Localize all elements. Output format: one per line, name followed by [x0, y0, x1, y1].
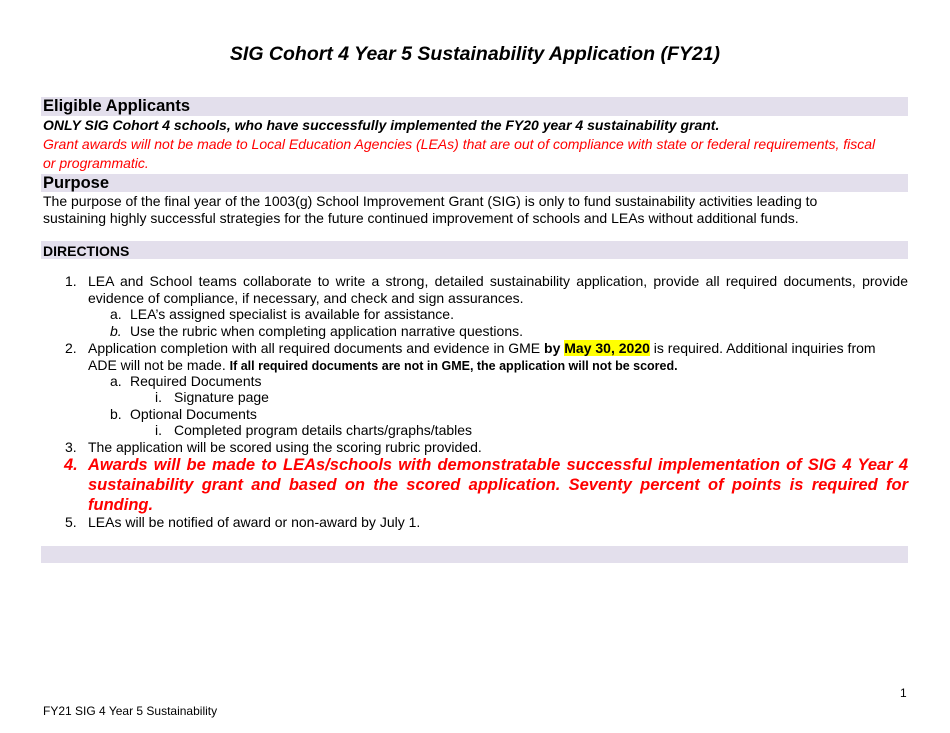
- heading-eligible-applicants: Eligible Applicants: [43, 97, 190, 115]
- item-text: The application will be scored using the scoring rubric provided.: [88, 439, 482, 455]
- item-number: 4.: [64, 456, 78, 474]
- item-text-line2: evidence of compliance, if necessary, and check and sign assurances.: [88, 290, 524, 306]
- award-criteria-line1: Awards will be made to LEAs/schools with demonstratable successful implementation of SIG 4 Year 4: [88, 456, 908, 474]
- purpose-text-line2: sustaining highly successful strategies for the future continued improvement of schools and LEAs without additional funds.: [43, 210, 799, 226]
- document-title: SIG Cohort 4 Year 5 Sustainability Application (FY21): [229, 43, 721, 65]
- page-number: 1: [900, 686, 907, 700]
- section-bar-empty: [41, 546, 908, 563]
- subsubitem-marker: i.: [155, 422, 162, 438]
- deadline-date-highlight: May 30, 2020: [564, 340, 650, 356]
- subitem-marker: b.: [110, 323, 122, 339]
- award-criteria-line2: sustainability grant and based on the scored application. Seventy percent of points is required for: [88, 476, 908, 494]
- subitem-text: LEA’s assigned specialist is available for assistance.: [130, 306, 454, 322]
- heading-directions: DIRECTIONS: [43, 243, 130, 259]
- footer-text: FY21 SIG 4 Year 5 Sustainability: [43, 704, 218, 718]
- purpose-text-line1: The purpose of the final year of the 1003(g) School Improvement Grant (SIG) is only to fund sustainability activities leading to: [43, 193, 818, 209]
- subitem-text: Optional Documents: [130, 406, 257, 422]
- item-number: 3.: [65, 439, 77, 455]
- section-bar-purpose: [41, 174, 908, 192]
- subitem-text: Use the rubric when completing application narrative questions.: [130, 323, 523, 339]
- item-text: ADE will not be made.: [88, 357, 230, 373]
- subsubitem-text: Signature page: [174, 389, 269, 405]
- item-text-line1: LEA and School teams collaborate to write a strong, detailed sustainability application, provide all required documents, provide: [88, 273, 908, 289]
- item-number: 2.: [65, 340, 77, 356]
- section-bar-directions: [41, 241, 908, 259]
- award-criteria-line3: funding.: [88, 496, 154, 514]
- eligible-compliance-note: Grant awards will not be made to Local Education Agencies (LEAs) that are out of compliance with state or federal requirements, fiscal: [43, 136, 876, 152]
- subitem-marker: a.: [110, 306, 122, 322]
- subitem-marker: a.: [110, 373, 122, 389]
- item-text: LEAs will be notified of award or non-award by July 1.: [88, 514, 421, 530]
- deadline-prefix: by: [544, 340, 565, 356]
- subitem-text: Required Documents: [130, 373, 262, 389]
- eligible-requirement: ONLY SIG Cohort 4 schools, who have successfully implemented the FY20 year 4 sustainability grant.: [43, 117, 720, 133]
- subitem-marker: b.: [110, 406, 122, 422]
- item-text-line1: [88, 340, 876, 357]
- item-number: 5.: [65, 514, 77, 530]
- item-text: is required. Additional inquiries from: [649, 340, 876, 356]
- subsubitem-text: Completed program details charts/graphs/tables: [174, 422, 473, 438]
- subsubitem-marker: i.: [155, 389, 162, 405]
- heading-purpose: Purpose: [43, 174, 110, 192]
- item-number: 1.: [65, 273, 77, 289]
- scoring-warning: If all required documents are not in GME, the application will not be scored.: [229, 359, 678, 373]
- eligible-compliance-note-cont: or programmatic.: [43, 155, 149, 171]
- item-text: Application completion with all required documents and evidence in GME: [88, 340, 545, 356]
